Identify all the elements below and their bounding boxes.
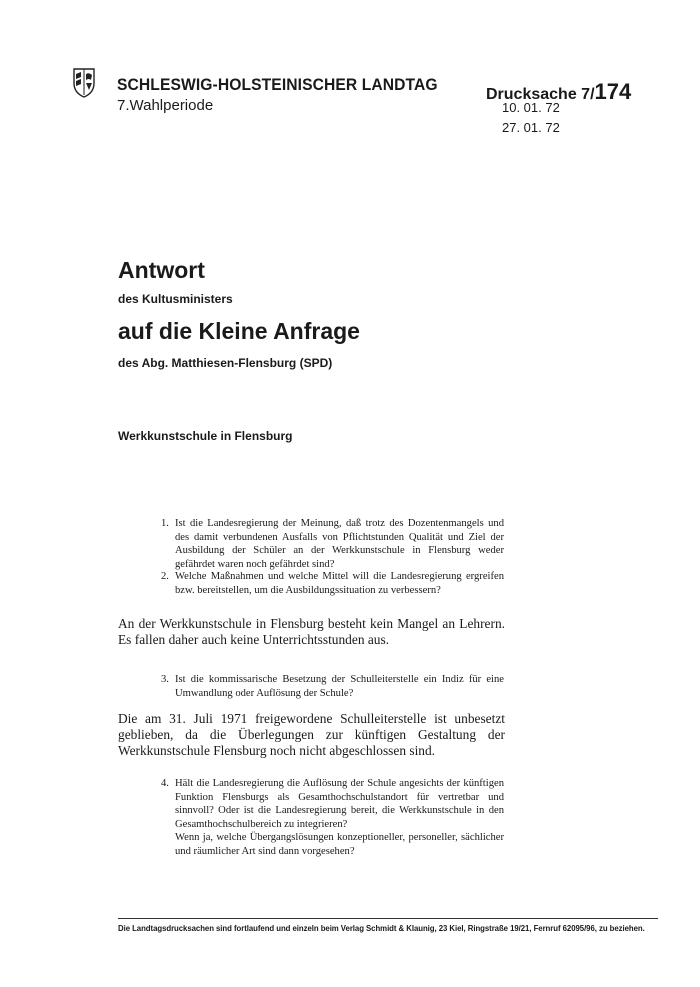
- drucksache-prefix: Drucksache 7/: [486, 86, 595, 103]
- footer-divider: [118, 918, 658, 919]
- question-number: 3.: [161, 674, 169, 685]
- footer-note: Die Landtagsdrucksachen sind fortlaufend und einzeln beim Verlag Schmidt & Klaunig, 23 Kiel, Ringstraße 19/21, Fernruf 62095/96, zu beziehen.: [118, 924, 645, 933]
- question-number: 4.: [161, 778, 169, 789]
- election-period: 7.Wahlperiode: [117, 97, 214, 114]
- answer-1: An der Werkkunstschule in Flensburg besteht kein Mangel an Lehrern. Es fallen daher auch keine Unterrichtsstunden aus.: [118, 616, 505, 647]
- coat-of-arms-icon: [73, 68, 95, 98]
- question-2: [161, 570, 504, 597]
- date-1: 10. 01. 72: [502, 100, 560, 115]
- question-text: Ist die kommissarische Besetzung der Schulleiterstelle ein Indiz für eine Umwandlung oder Auflösung der Schule?: [175, 674, 504, 699]
- question-4: [161, 777, 504, 859]
- question-text: Ist die Landesregierung der Meinung, daß trotz des Dozentenmangels und des damit verbundenen Ausfalls von Pflichtstunden Qualität und Ziel der Ausbildung der Schüler an der Werkkunstschule in Flensburg weder gefährdet waren noch gefährdet sind?: [175, 518, 504, 570]
- member-name: des Abg. Matthiesen-Flensburg (SPD): [118, 356, 333, 370]
- question-1: [161, 517, 504, 571]
- answer-2: Die am 31. Juli 1971 freigewordene Schulleiterstelle ist unbesetzt geblieben, da die Überlegungen zur künftigen Gestaltung der Werkkunstschule Flensburg noch nicht abgeschlossen sind.: [118, 711, 505, 758]
- heading-anfrage: auf die Kleine Anfrage: [118, 318, 360, 344]
- parliament-name: SCHLESWIG-HOLSTEINISCHER LANDTAG: [117, 75, 438, 94]
- question-number: 2.: [161, 571, 169, 582]
- heading-antwort: Antwort: [118, 257, 205, 283]
- question-number: 1.: [161, 518, 169, 529]
- question-text: Welche Maßnahmen und welche Mittel will die Landesregierung ergreifen bzw. bereitstellen, um die Ausbildungssituation zu verbessern?: [175, 571, 504, 596]
- date-2: 27. 01. 72: [502, 120, 560, 135]
- subject-line: Werkkunstschule in Flensburg: [118, 429, 293, 443]
- question-text: Hält die Landesregierung die Auflösung der Schule angesichts der künftigen Funktion Flensburgs als Gesamthochschulstandort für vertretbar und sinnvoll? Oder ist die Landesregierung bereit, die Werkkunstschule in den Gesamthochschulbereich zu integrieren?: [175, 778, 504, 830]
- question-3: [161, 673, 504, 700]
- from-minister: des Kultusministers: [118, 292, 233, 306]
- question-text-followup: Wenn ja, welche Übergangslösungen konzeptioneller, personeller, sächlicher und räumlicher Art sind dann vorgesehen?: [175, 832, 504, 857]
- drucksache-number: 174: [594, 79, 632, 104]
